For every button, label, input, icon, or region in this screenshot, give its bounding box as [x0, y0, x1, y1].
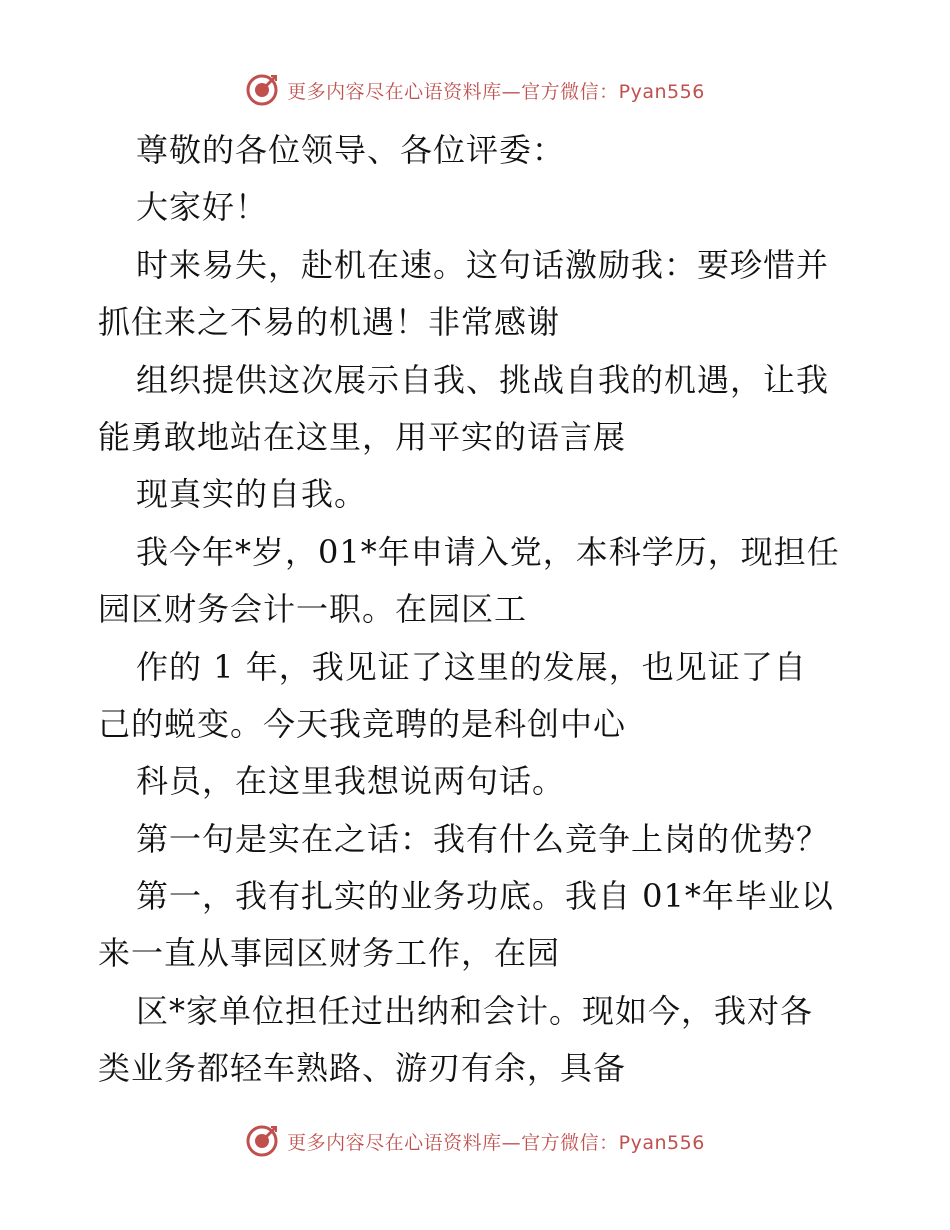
document-line: 大家好！ [136, 188, 269, 227]
header-banner [0, 70, 950, 110]
document-line: 抓住来之不易的机遇！非常感谢 [98, 303, 561, 342]
document-line: 类业务都轻车熟路、游刃有余，具备 [98, 1049, 627, 1088]
header-banner-text: 更多内容尽在心语资料库—官方微信：Pyan556 [287, 80, 705, 103]
footer-banner-inner [245, 1124, 705, 1158]
logo-icon [245, 73, 279, 107]
logo-icon [245, 1124, 279, 1158]
document-line: 现真实的自我。 [136, 475, 368, 514]
footer-banner-text: 更多内容尽在心语资料库—官方微信：Pyan556 [287, 1131, 705, 1154]
document-line: 第一，我有扎实的业务功底。我自 01*年毕业以 [136, 877, 834, 916]
document-line: 第一句是实在之话：我有什么竞争上岗的优势？ [136, 819, 830, 858]
document-line: 组织提供这次展示自我、挑战自我的机遇，让我 [136, 360, 830, 399]
footer-banner [0, 1121, 950, 1161]
document-line: 能勇敢地站在这里，用平实的语言展 [98, 417, 627, 456]
document-line: 科员，在这里我想说两句话。 [136, 762, 566, 801]
document-line: 尊敬的各位领导、各位评委： [136, 131, 566, 169]
document-line: 己的蜕变。今天我竞聘的是科创中心 [98, 704, 627, 743]
document-line: 作的 1 年，我见证了这里的发展，也见证了自 [136, 647, 807, 686]
document-line: 园区财务会计一职。在园区工 [98, 590, 528, 629]
document-line: 我今年*岁，01*年申请入党，本科学历，现担任 [136, 532, 840, 571]
document-line: 时来易失，赴机在速。这句话激励我：要珍惜并 [136, 245, 830, 284]
header-banner-inner [245, 73, 705, 107]
document-line: 区*家单位担任过出纳和会计。现如今，我对各 [136, 991, 814, 1030]
document-line: 来一直从事园区财务工作，在园 [98, 934, 561, 973]
document-body [98, 122, 858, 1098]
